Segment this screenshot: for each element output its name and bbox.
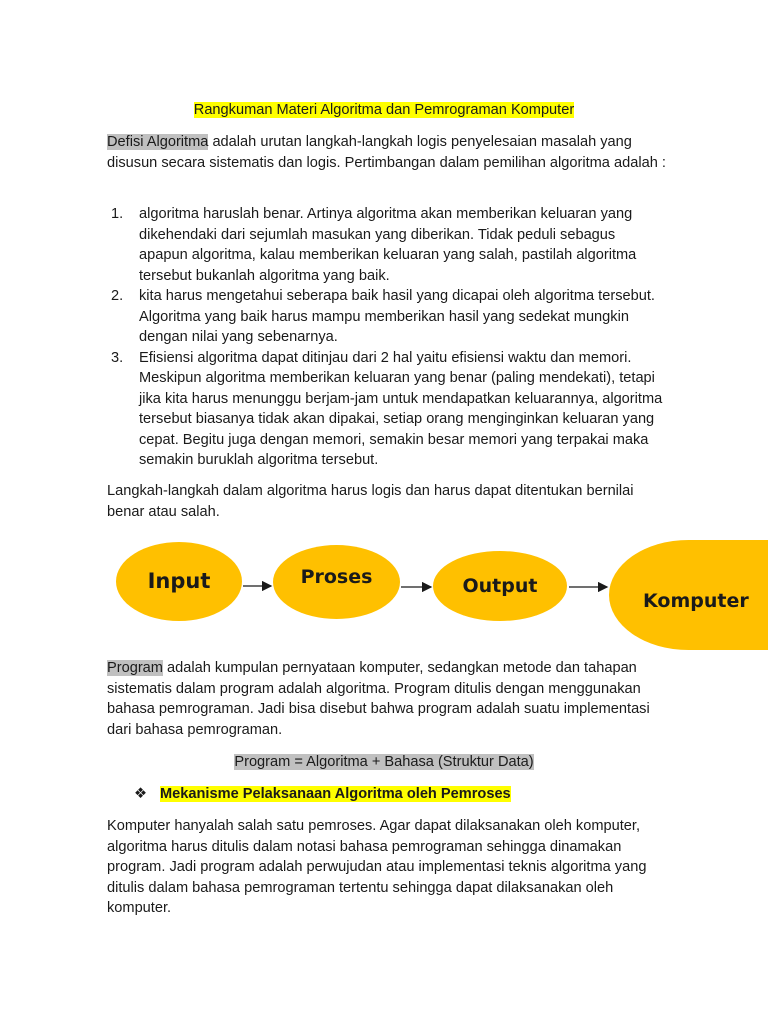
- program-paragraph: [107, 658, 667, 740]
- section-heading-text: Mekanisme Pelaksanaan Algoritma oleh Pemroses: [160, 786, 511, 802]
- section-heading: [134, 784, 511, 805]
- program-term: Program: [107, 660, 163, 676]
- closing-paragraph: Komputer hanyalah salah satu pemroses. Agar dapat dilaksanakan oleh komputer, algoritma harus ditulis dalam notasi bahasa pemrograman sehingga dinamakan program. Jadi program adalah perwujudan atau implementasi teknis algoritma yang ditulis dalam bahasa pemrograman tertentu sehingga dapat dilaksanakan oleh komputer.: [107, 818, 647, 916]
- list-item-number: 3.: [111, 349, 124, 366]
- list-item-number: 2.: [111, 288, 124, 304]
- list-item-number: 1.: [111, 206, 124, 222]
- node-proses-label: Proses: [300, 566, 373, 588]
- program-text: adalah kumpulan pernyataan komputer, sedangkan metode dan tahapan sistematis dalam program adalah algoritma. Program ditulis dengan menggunakan bahasa pemrograman. Jadi bisa disebut bahwa program adalah suatu implementasi dari bahasa pemrograman.: [107, 660, 650, 738]
- node-komputer-label: Komputer: [643, 589, 749, 612]
- document-title-text: Rangkuman Materi Algoritma dan Pemrograman Komputer: [193, 102, 575, 118]
- formula-text: Program = Algoritma + Bahasa (Struktur Data): [234, 754, 534, 770]
- formula-line: [0, 752, 768, 773]
- node-input-label: Input: [147, 569, 211, 594]
- list-item-text: algoritma haruslah benar. Artinya algoritma akan memberikan keluaran yang dikehendaki dari sejumlah masukan yang diberikan. Tidak peduli sebagus apapun algoritma, kalau memberikan keluaran yang salah, pastilah algoritma tersebut bukanlah algoritma yang baik.: [139, 206, 637, 284]
- list-item-text: Efisiensi algoritma dapat ditinjau dari 2 hal yaitu efisiensi waktu dan memori. Meskipun algoritma memberikan keluaran yang benar (paling mendekati), tetapi jika kita harus menunggu berjam-jam untuk mendapatkan keluarannya, algoritma tersebut biasanya tidak akan dipakai, setiap orang menginginkan keluaran yang cepat. Begitu juga dengan memori, semakin besar memori yang terpakai maka semakin buruklah algoritma tersebut.: [139, 349, 663, 468]
- steps-paragraph: Langkah-langkah dalam algoritma harus logis dan harus dapat ditentukan bernilai benar atau salah.: [107, 483, 634, 520]
- intro-term: Defisi Algoritma: [107, 134, 209, 150]
- list-item-text: kita harus mengetahui seberapa baik hasil yang dicapai oleh algoritma tersebut. Algoritma yang baik harus mampu memberikan hasil yang sedekat mungkin dengan nilai yang sebenarnya.: [139, 288, 655, 345]
- diamond-bullet-icon: ❖: [134, 786, 148, 802]
- intro-text: adalah urutan langkah-langkah logis penyelesaian masalah yang disusun secara sistematis dan logis. Pertimbangan dalam pemilihan algoritma adalah :: [107, 134, 666, 171]
- node-output-label: Output: [462, 574, 538, 597]
